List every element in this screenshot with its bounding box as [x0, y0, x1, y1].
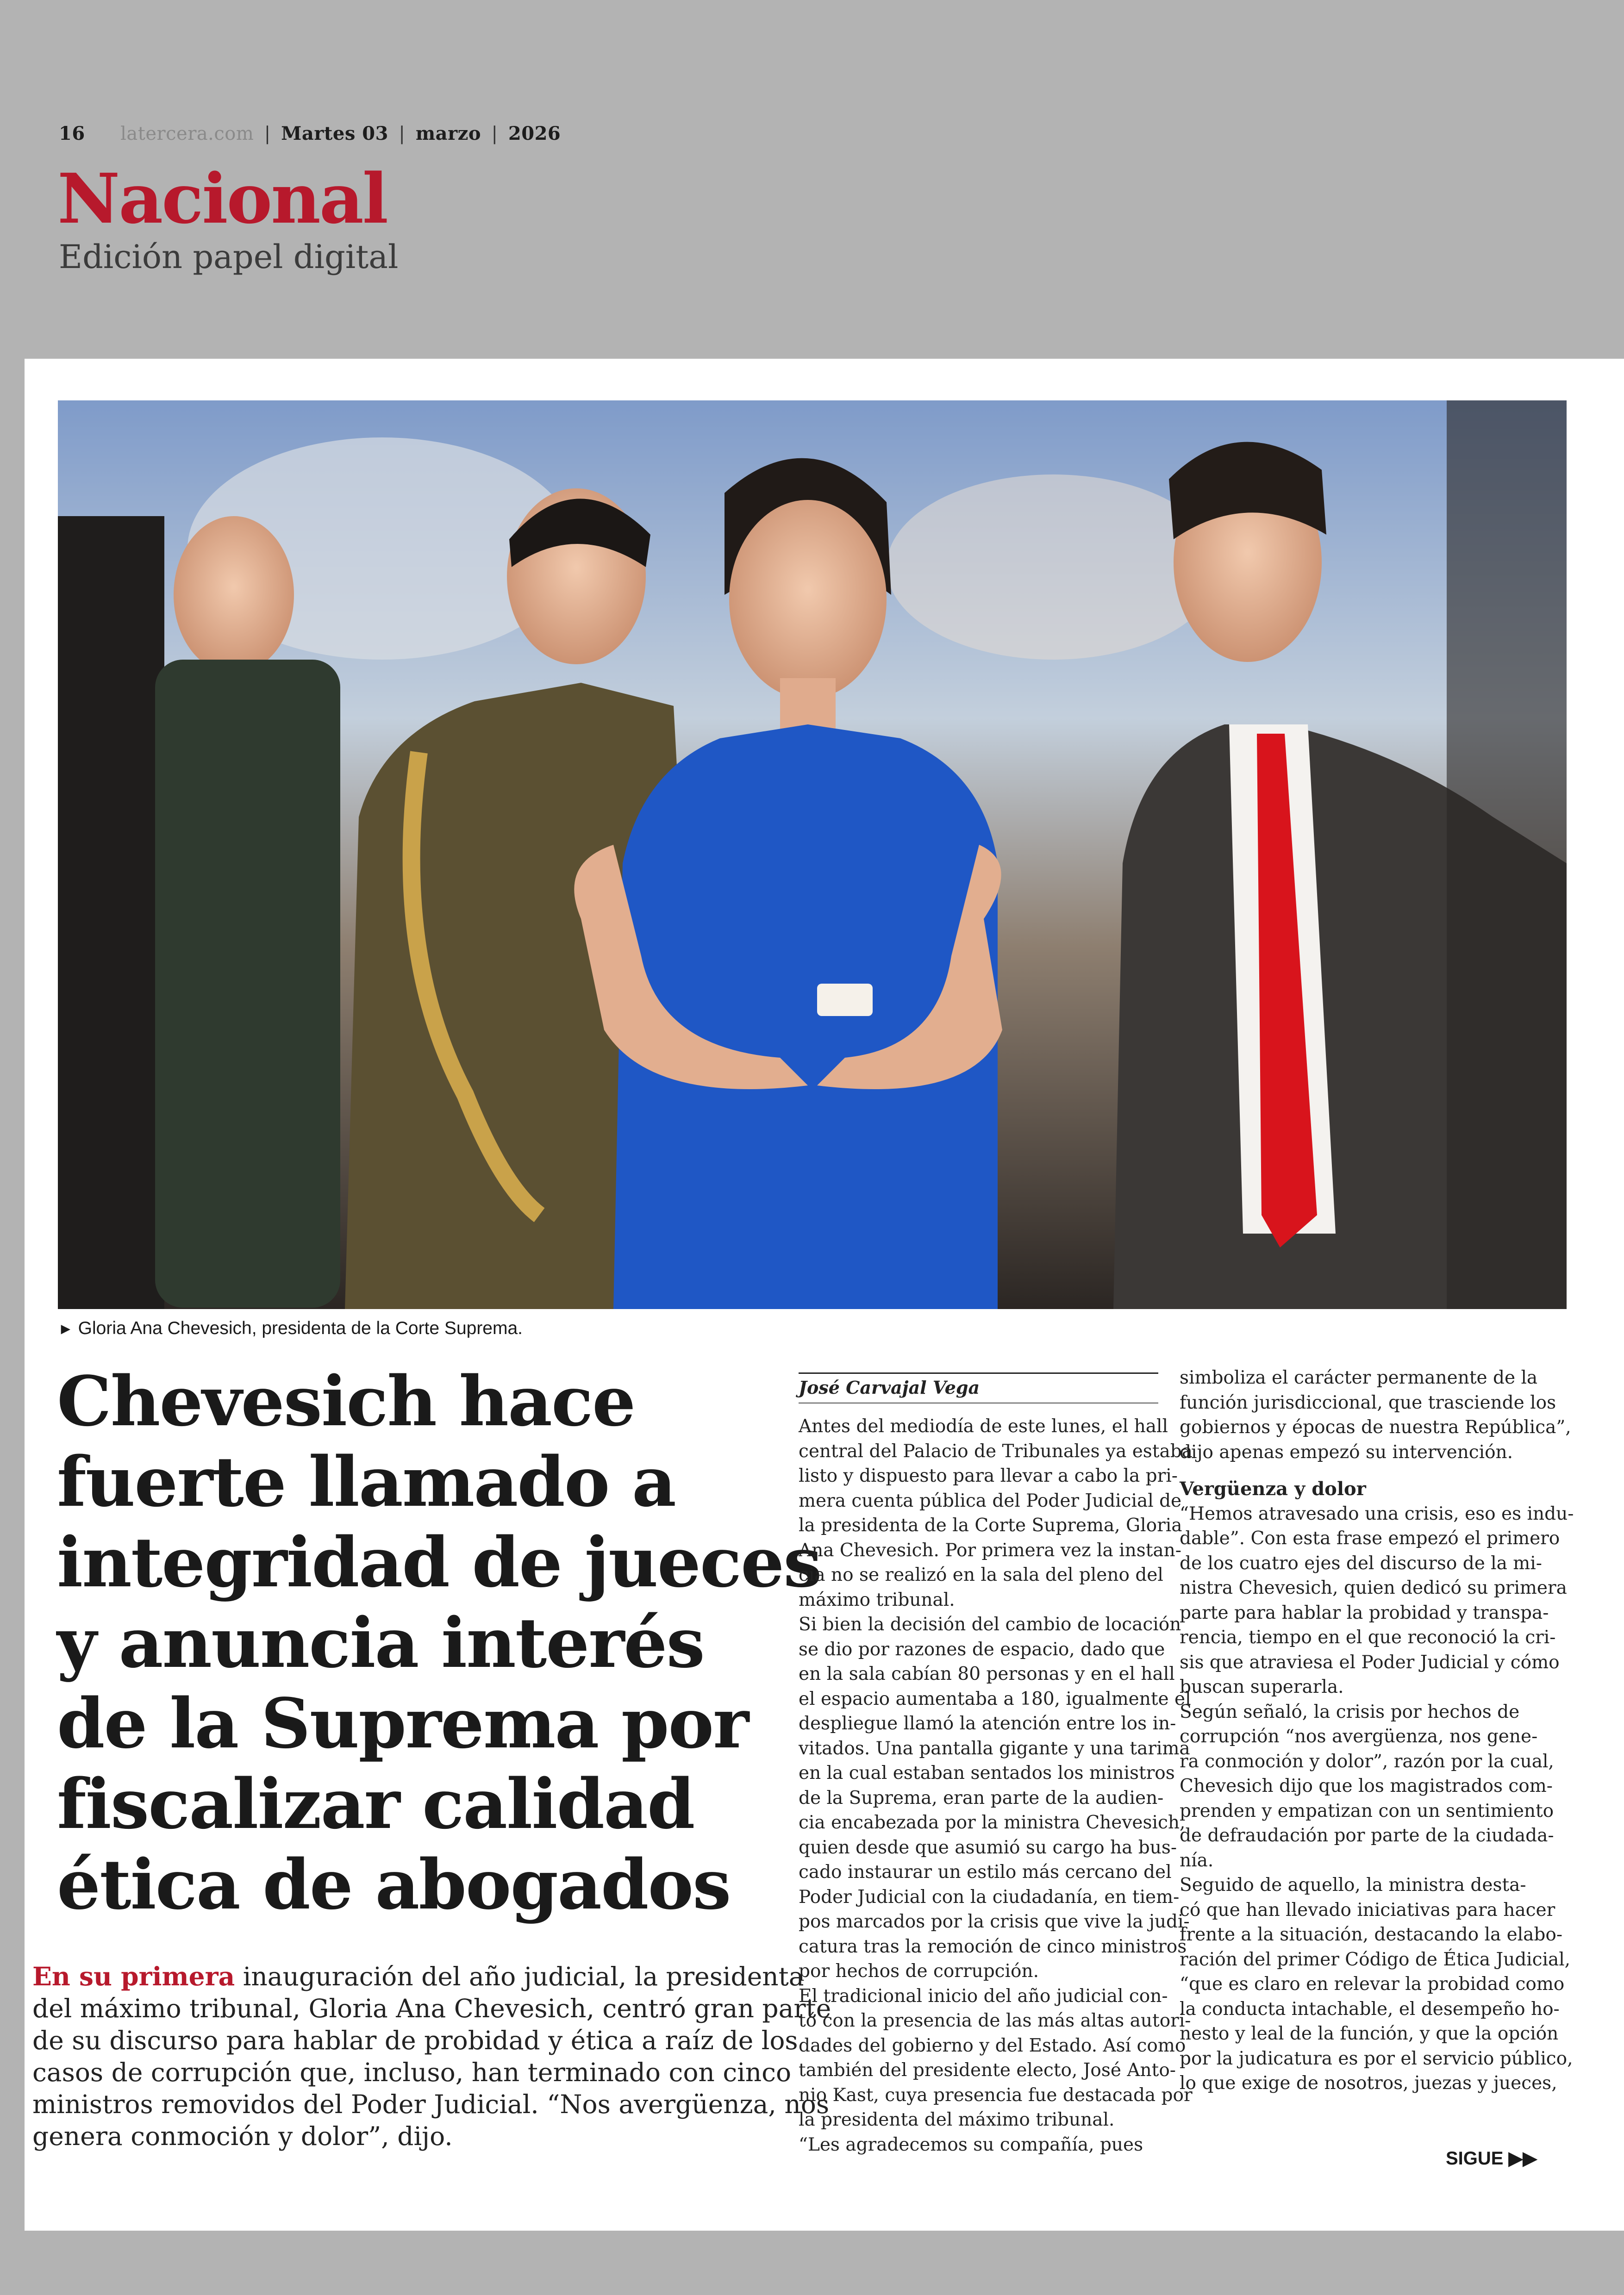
body-column-2 [1180, 1366, 1574, 2096]
body-line: dijo apenas empezó su intervención. [1180, 1441, 1513, 1463]
body-line: cia no se realizó en la sala del pleno del [799, 1565, 1163, 1585]
body-line: se dio por razones de espacio, dado que [799, 1639, 1165, 1660]
photo-illustration [58, 400, 1567, 1309]
site-link[interactable]: latercera.com [120, 123, 254, 144]
headline-line: ética de abogados [57, 1844, 731, 1925]
body-line: quien desde que asumió su cargo ha bus- [799, 1837, 1177, 1858]
lead-line: del máximo tribunal, Gloria Ana Chevesich, centró gran parte [32, 1994, 831, 2023]
body-line: catura tras la remoción de cinco ministros [799, 1936, 1187, 1957]
masthead-line [59, 123, 561, 144]
body-line: de la Suprema, eran parte de la audien- [799, 1787, 1164, 1809]
separator: | [264, 123, 271, 144]
double-arrow-icon: ▶▶ [1508, 2148, 1537, 2169]
byline: José Carvajal Vega [799, 1377, 980, 1398]
body-line: nesto y leal de la función, y que la opción [1180, 2023, 1559, 2044]
edition-subtitle: Edición papel digital [59, 238, 399, 276]
body-line: Según señaló, la crisis por hechos de [1180, 1701, 1520, 1722]
body-line: nistra Chevesich, quien dedicó su primera [1180, 1578, 1567, 1598]
body-line: “que es claro en relevar la probidad como [1180, 1974, 1565, 1995]
headline-line: fuerte llamado a [57, 1441, 675, 1522]
body-line: máximo tribunal. [799, 1589, 955, 1610]
section-title: Nacional [57, 158, 387, 239]
body-line: en la sala cabían 80 personas y en el hall [799, 1664, 1175, 1684]
body-line: de defraudación por parte de la ciudada- [1180, 1825, 1554, 1846]
body-line: nio Kast, cuya presencia fue destacada por [799, 2084, 1193, 2106]
body-line: “Hemos atravesado una crisis, eso es indu- [1180, 1503, 1574, 1524]
body-line: Ana Chevesich. Por primera vez la instan- [799, 1540, 1181, 1561]
body-line: por la judicatura es por el servicio público, [1180, 2048, 1573, 2069]
body-line: el espacio aumentaba a 180, igualmente el [799, 1688, 1191, 1709]
body-line: “Les agradecemos su compañía, pues [799, 2134, 1143, 2155]
body-line: lo que exige de nosotros, juezas y jueces, [1180, 2073, 1557, 2094]
body-line: vitados. Una pantalla gigante y una tarima [799, 1738, 1190, 1759]
body-line: también del presidente electo, José Anto- [799, 2060, 1176, 2081]
body-line: dable”. Con esta frase empezó el primero [1180, 1528, 1560, 1549]
continue-link[interactable] [1446, 2148, 1537, 2169]
headline-line: de la Suprema por [57, 1683, 749, 1764]
body-line: Poder Judicial con la ciudadanía, en tiem- [799, 1886, 1180, 1908]
lead-line [32, 1960, 804, 1993]
body-line: la presidenta del máximo tribunal. [799, 2109, 1115, 2130]
body-line: simboliza el carácter permanente de la [1180, 1367, 1538, 1388]
paragraph-gap [1180, 1465, 1545, 1477]
date-day: Martes 03 [281, 123, 388, 144]
photo-caption [58, 1318, 523, 1339]
body-line: de los cuatro ejes del discurso de la mi- [1180, 1553, 1542, 1574]
body-line: ra conmoción y dolor”, razón por la cual, [1180, 1751, 1554, 1772]
body-line: prenden y empatizan con un sentimiento [1180, 1800, 1554, 1821]
body-line: corrupción “nos avergüenza, nos gene- [1180, 1726, 1538, 1747]
headline-line: y anuncia interés [57, 1603, 704, 1683]
continue-label: SIGUE [1446, 2148, 1504, 2169]
body-line: tó con la presencia de las más altas autori- [799, 2010, 1191, 2031]
body-line: mera cuenta pública del Poder Judicial de [799, 1490, 1182, 1511]
body-line: gobiernos y épocas de nuestra República”, [1180, 1417, 1571, 1438]
body-line: listo y dispuesto para llevar a cabo la pri- [799, 1466, 1178, 1486]
body-line: central del Palacio de Tribunales ya estaba [799, 1441, 1193, 1462]
caption-text: Gloria Ana Chevesich, presidenta de la Corte Suprema. [78, 1318, 523, 1338]
body-line: cia encabezada por la ministra Chevesich, [799, 1812, 1186, 1833]
lead-line: genera conmoción y dolor”, dijo. [32, 2121, 453, 2151]
article-headline [57, 1361, 821, 1925]
body-line: Si bien la decisión del cambio de locación [799, 1614, 1181, 1635]
caption-arrow-icon: ► [58, 1320, 74, 1338]
date-month: marzo [415, 123, 481, 144]
headline-line: integridad de jueces [57, 1522, 821, 1603]
body-line: rencia, tiempo en el que reconoció la cri- [1180, 1627, 1556, 1648]
body-line: Chevesich dijo que los magistrados com- [1180, 1776, 1553, 1796]
body-line: El tradicional inicio del año judicial con- [799, 1985, 1168, 2007]
article-lead [32, 1960, 831, 2152]
body-line: función jurisdiccional, que trasciende los [1180, 1392, 1556, 1413]
headline-line: Chevesich hace [57, 1361, 635, 1441]
body-line: Seguido de aquello, la ministra desta- [1180, 1875, 1526, 1896]
body-line: nía. [1180, 1850, 1214, 1871]
body-line: sis que atraviesa el Poder Judicial y cómo [1180, 1652, 1560, 1673]
page-number: 16 [59, 123, 85, 144]
body-line: cado instaurar un estilo más cercano del [799, 1862, 1172, 1883]
body-line: Antes del mediodía de este lunes, el hall [799, 1416, 1168, 1437]
separator: | [399, 123, 406, 144]
lead-line: de su discurso para hablar de probidad y ética a raíz de los [32, 2026, 798, 2055]
lead-line: casos de corrupción que, incluso, han terminado con cinco [32, 2058, 792, 2087]
body-line: la presidenta de la Corte Suprema, Gloria [799, 1515, 1182, 1536]
body-line: có que han llevado iniciativas para hacer [1180, 1899, 1555, 1921]
article-photo[interactable] [58, 400, 1567, 1309]
body-line: en la cual estaban sentados los ministros [799, 1763, 1175, 1784]
date-year: 2026 [508, 123, 561, 144]
body-line: parte para hablar la probidad y transpa- [1180, 1602, 1549, 1623]
body-line: dades del gobierno y del Estado. Así como [799, 2035, 1186, 2056]
separator: | [491, 123, 498, 144]
lead-line: ministros removidos del Poder Judicial. “Nos avergüenza, nos [32, 2089, 830, 2119]
body-line: ración del primer Código de Ética Judicial, [1180, 1949, 1571, 1970]
byline-top-rule [799, 1372, 1158, 1374]
lead-line-text: inauguración del año judicial, la presidenta [235, 1962, 804, 1991]
body-line: buscan superarla. [1180, 1677, 1344, 1697]
lead-kicker: En su primera [32, 1961, 235, 1991]
body-line: pos marcados por la crisis que vive la judi- [799, 1911, 1190, 1932]
subheading: Vergüenza y dolor [1180, 1478, 1366, 1500]
body-line: frente a la situación, destacando la elabo- [1180, 1924, 1563, 1945]
body-line: la conducta intachable, el desempeño ho- [1180, 1998, 1560, 2020]
headline-line: fiscalizar calidad [57, 1764, 694, 1844]
body-line: por hechos de corrupción. [799, 1961, 1039, 1982]
body-column-1 [799, 1414, 1193, 2157]
body-line: despliegue llamó la atención entre los in- [799, 1713, 1176, 1734]
